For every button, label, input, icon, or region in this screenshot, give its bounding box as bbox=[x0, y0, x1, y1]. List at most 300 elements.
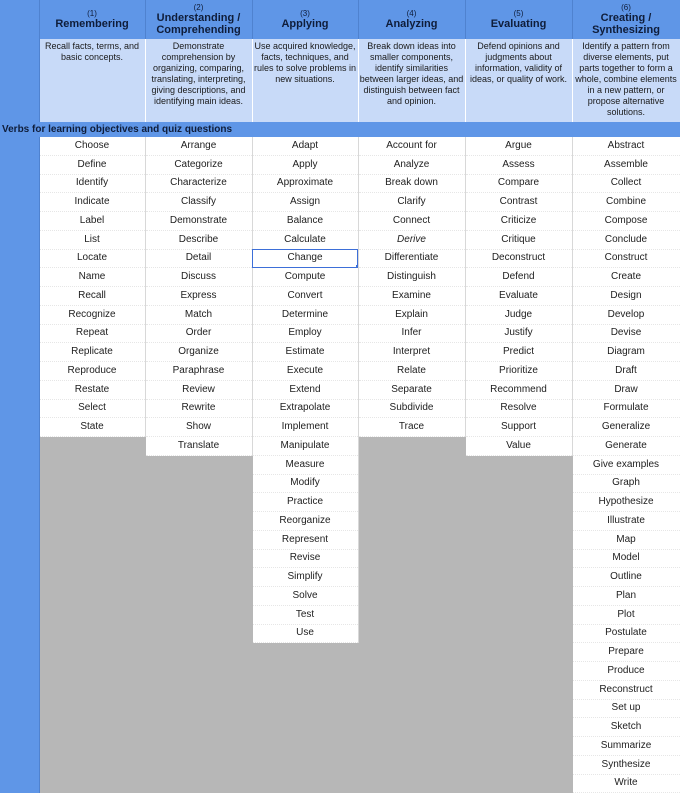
verb-cell[interactable] bbox=[358, 174, 465, 193]
verb-row bbox=[0, 418, 680, 437]
verb-cell[interactable] bbox=[465, 324, 572, 343]
verb-text: Separate bbox=[391, 383, 432, 395]
verb-text: Set up bbox=[611, 702, 641, 714]
verb-cell[interactable] bbox=[572, 155, 680, 174]
row-gutter bbox=[0, 287, 39, 306]
row-gutter bbox=[0, 512, 39, 531]
empty-cell bbox=[145, 455, 252, 474]
verb-cell[interactable] bbox=[572, 643, 680, 662]
column-title: Creating / Synthesizing bbox=[592, 12, 660, 36]
selected-verb-cell[interactable] bbox=[252, 249, 358, 268]
verb-cell[interactable] bbox=[145, 174, 252, 193]
verb-cell[interactable] bbox=[465, 437, 572, 456]
verb-cell[interactable] bbox=[572, 455, 680, 474]
verb-cell[interactable] bbox=[358, 343, 465, 362]
empty-cell bbox=[358, 587, 465, 606]
empty-cell bbox=[145, 718, 252, 737]
verb-cell[interactable] bbox=[145, 193, 252, 212]
verb-text: Execute bbox=[286, 364, 324, 376]
verb-cell[interactable] bbox=[572, 587, 680, 606]
verb-row bbox=[0, 699, 680, 718]
column-description-4[interactable]: Break down ideas into smaller components, identify similarities between larger ideas, and distinguish between fact and opinion. bbox=[358, 39, 465, 122]
verb-text: Derive bbox=[397, 233, 426, 245]
verb-cell[interactable] bbox=[572, 230, 680, 249]
verb-text: Collect bbox=[610, 177, 642, 189]
verb-cell[interactable] bbox=[39, 174, 145, 193]
empty-cell bbox=[358, 530, 465, 549]
verb-row bbox=[0, 512, 680, 531]
header-row bbox=[0, 0, 680, 39]
verb-cell[interactable] bbox=[252, 324, 358, 343]
empty-cell bbox=[358, 474, 465, 493]
column-description-6[interactable]: Identify a pattern from diverse elements, put parts together to form a whole, combine elements in a new pattern, or propose alternative solutions. bbox=[572, 39, 680, 122]
verb-text: Calculate bbox=[284, 233, 326, 245]
verb-cell[interactable] bbox=[252, 212, 358, 231]
verb-cell[interactable] bbox=[358, 305, 465, 324]
verb-row bbox=[0, 212, 680, 231]
verb-cell[interactable] bbox=[572, 174, 680, 193]
verb-cell[interactable] bbox=[145, 362, 252, 381]
verb-text: Map bbox=[616, 533, 636, 545]
verb-cell[interactable] bbox=[465, 137, 572, 155]
empty-cell bbox=[465, 549, 572, 568]
verb-cell[interactable] bbox=[572, 380, 680, 399]
verb-row bbox=[0, 155, 680, 174]
verb-row bbox=[0, 174, 680, 193]
section-row bbox=[0, 122, 680, 137]
verb-row bbox=[0, 362, 680, 381]
verb-text: Indicate bbox=[74, 196, 110, 208]
verb-text: Differentiate bbox=[384, 252, 439, 264]
row-gutter bbox=[0, 0, 39, 39]
verb-cell[interactable] bbox=[572, 624, 680, 643]
verb-cell[interactable] bbox=[572, 568, 680, 587]
verb-text: Practice bbox=[286, 496, 324, 508]
row-gutter bbox=[0, 774, 39, 793]
row-gutter bbox=[0, 39, 39, 122]
verb-cell[interactable] bbox=[572, 474, 680, 493]
column-title: Evaluating bbox=[490, 18, 547, 30]
column-title: Applying bbox=[281, 18, 329, 30]
verb-text: Extrapolate bbox=[279, 402, 331, 414]
row-gutter bbox=[0, 605, 39, 624]
verb-cell[interactable] bbox=[39, 212, 145, 231]
verb-text: Order bbox=[185, 327, 212, 339]
empty-cell bbox=[145, 568, 252, 587]
verb-cell[interactable] bbox=[465, 212, 572, 231]
row-gutter bbox=[0, 493, 39, 512]
verb-cell[interactable] bbox=[572, 493, 680, 512]
verb-cell[interactable] bbox=[572, 193, 680, 212]
verb-cell[interactable] bbox=[39, 137, 145, 155]
verb-cell[interactable] bbox=[465, 287, 572, 306]
verb-cell[interactable] bbox=[145, 399, 252, 418]
row-gutter bbox=[0, 699, 39, 718]
verb-cell[interactable] bbox=[572, 737, 680, 756]
verb-text: Prepare bbox=[608, 646, 644, 658]
empty-cell bbox=[465, 680, 572, 699]
verb-text: Trace bbox=[398, 421, 425, 433]
verb-cell[interactable] bbox=[145, 418, 252, 437]
verb-cell[interactable] bbox=[572, 362, 680, 381]
verb-cell[interactable] bbox=[465, 305, 572, 324]
verb-row bbox=[0, 324, 680, 343]
empty-cell bbox=[39, 680, 145, 699]
verb-cell[interactable] bbox=[145, 380, 252, 399]
verb-cell[interactable] bbox=[252, 455, 358, 474]
empty-cell bbox=[465, 774, 572, 793]
verb-cell[interactable] bbox=[252, 230, 358, 249]
verb-text: Generate bbox=[605, 439, 647, 451]
empty-cell bbox=[252, 643, 358, 662]
empty-cell bbox=[465, 624, 572, 643]
verb-text: Criticize bbox=[500, 214, 537, 226]
empty-cell bbox=[145, 643, 252, 662]
column-header-2[interactable] bbox=[145, 0, 252, 39]
verb-text: Test bbox=[295, 608, 315, 620]
verb-text: Manipulate bbox=[280, 439, 330, 451]
verb-cell[interactable] bbox=[39, 343, 145, 362]
verb-row bbox=[0, 624, 680, 643]
verb-text: Implement bbox=[281, 421, 329, 433]
empty-cell bbox=[358, 455, 465, 474]
column-header-6[interactable] bbox=[572, 0, 680, 39]
verb-cell[interactable] bbox=[572, 137, 680, 155]
verb-cell[interactable] bbox=[252, 362, 358, 381]
verb-text: Characterize bbox=[170, 177, 227, 189]
verb-cell[interactable] bbox=[572, 662, 680, 681]
verb-cell[interactable] bbox=[572, 718, 680, 737]
verb-cell[interactable] bbox=[358, 399, 465, 418]
verb-cell[interactable] bbox=[252, 418, 358, 437]
verb-text: Use bbox=[296, 627, 314, 639]
verb-text: Review bbox=[182, 383, 215, 395]
verb-text: Combine bbox=[605, 196, 647, 208]
verb-cell[interactable] bbox=[358, 249, 465, 268]
verb-cell[interactable] bbox=[465, 155, 572, 174]
verb-cell[interactable] bbox=[252, 174, 358, 193]
row-gutter bbox=[0, 230, 39, 249]
row-gutter bbox=[0, 680, 39, 699]
verb-cell[interactable] bbox=[358, 287, 465, 306]
empty-cell bbox=[252, 662, 358, 681]
verb-text: Determine bbox=[281, 308, 329, 320]
row-gutter bbox=[0, 268, 39, 287]
row-gutter bbox=[0, 530, 39, 549]
verb-cell[interactable] bbox=[252, 605, 358, 624]
empty-cell bbox=[145, 737, 252, 756]
verb-text: Contrast bbox=[499, 196, 538, 208]
selection-handle[interactable] bbox=[356, 265, 359, 268]
verb-cell[interactable] bbox=[252, 624, 358, 643]
verb-row bbox=[0, 230, 680, 249]
verb-text: Discuss bbox=[180, 271, 216, 283]
verb-cell[interactable] bbox=[145, 212, 252, 231]
verb-cell[interactable] bbox=[358, 362, 465, 381]
verb-text: Model bbox=[612, 552, 640, 564]
empty-cell bbox=[39, 662, 145, 681]
verb-cell[interactable] bbox=[252, 380, 358, 399]
verb-cell[interactable] bbox=[572, 680, 680, 699]
verb-cell[interactable] bbox=[572, 268, 680, 287]
verb-text: Subdivide bbox=[389, 402, 434, 414]
verb-cell[interactable] bbox=[145, 287, 252, 306]
verb-cell[interactable] bbox=[465, 174, 572, 193]
column-header-5[interactable] bbox=[465, 0, 572, 39]
section-label[interactable]: Verbs for learning objectives and quiz questions bbox=[0, 122, 680, 137]
empty-cell bbox=[39, 530, 145, 549]
empty-cell bbox=[145, 474, 252, 493]
verb-cell[interactable] bbox=[252, 512, 358, 531]
verb-row bbox=[0, 662, 680, 681]
column-description-1[interactable]: Recall facts, terms, and basic concepts. bbox=[39, 39, 145, 122]
verb-text: Translate bbox=[177, 439, 220, 451]
verb-cell[interactable] bbox=[145, 249, 252, 268]
verb-cell[interactable] bbox=[252, 474, 358, 493]
verb-cell[interactable] bbox=[358, 380, 465, 399]
verb-cell[interactable] bbox=[465, 193, 572, 212]
verb-cell[interactable] bbox=[572, 512, 680, 531]
empty-cell bbox=[465, 455, 572, 474]
empty-cell bbox=[39, 493, 145, 512]
verb-text: Draw bbox=[614, 383, 638, 395]
verb-cell[interactable] bbox=[572, 774, 680, 793]
verb-text: Support bbox=[500, 421, 537, 433]
verb-text: Write bbox=[614, 777, 638, 789]
verb-cell[interactable] bbox=[572, 418, 680, 437]
verb-cell[interactable] bbox=[145, 437, 252, 456]
verb-text: Prioritize bbox=[499, 364, 538, 376]
column-description-2[interactable]: Demonstrate comprehension by organizing, comparing, translating, interpreting, giving descriptions, and identifying main ideas. bbox=[145, 39, 252, 122]
verb-cell[interactable] bbox=[358, 212, 465, 231]
verb-text: Solve bbox=[292, 589, 318, 601]
row-gutter bbox=[0, 362, 39, 381]
empty-cell bbox=[39, 699, 145, 718]
verb-cell[interactable] bbox=[465, 343, 572, 362]
verb-cell[interactable] bbox=[252, 305, 358, 324]
verb-text: Outline bbox=[610, 571, 642, 583]
verb-cell[interactable] bbox=[39, 418, 145, 437]
verb-cell[interactable] bbox=[145, 155, 252, 174]
verb-cell[interactable] bbox=[465, 399, 572, 418]
verb-cell[interactable] bbox=[572, 549, 680, 568]
verb-cell[interactable] bbox=[252, 493, 358, 512]
empty-cell bbox=[358, 568, 465, 587]
column-description-5[interactable]: Defend opinions and judgments about information, validity of ideas, or quality of work. bbox=[465, 39, 572, 122]
verb-cell[interactable] bbox=[358, 324, 465, 343]
empty-cell bbox=[358, 680, 465, 699]
verb-cell[interactable] bbox=[572, 212, 680, 231]
verb-cell[interactable] bbox=[465, 418, 572, 437]
verb-cell[interactable] bbox=[145, 343, 252, 362]
verb-cell[interactable] bbox=[252, 343, 358, 362]
verb-text: Demonstrate bbox=[169, 214, 228, 226]
verb-text: Plan bbox=[615, 589, 636, 601]
verb-cell[interactable] bbox=[465, 380, 572, 399]
verb-text: Account for bbox=[386, 139, 437, 151]
empty-cell bbox=[145, 605, 252, 624]
empty-cell bbox=[252, 680, 358, 699]
empty-cell bbox=[465, 568, 572, 587]
verb-cell[interactable] bbox=[572, 324, 680, 343]
verb-cell[interactable] bbox=[39, 287, 145, 306]
verb-cell[interactable] bbox=[572, 249, 680, 268]
verb-cell[interactable] bbox=[465, 362, 572, 381]
verb-row bbox=[0, 774, 680, 793]
verb-cell[interactable] bbox=[39, 324, 145, 343]
empty-cell bbox=[465, 605, 572, 624]
empty-cell bbox=[465, 587, 572, 606]
column-title: Understanding / Comprehending bbox=[156, 12, 241, 36]
verb-cell[interactable] bbox=[145, 305, 252, 324]
verb-text: Judge bbox=[504, 308, 533, 320]
verb-text: Distinguish bbox=[387, 271, 436, 283]
verb-cell[interactable] bbox=[145, 230, 252, 249]
verb-text: Relate bbox=[397, 364, 426, 376]
verb-cell[interactable] bbox=[465, 230, 572, 249]
verb-cell[interactable] bbox=[39, 380, 145, 399]
empty-cell bbox=[358, 755, 465, 774]
verb-text: Infer bbox=[401, 327, 422, 339]
verb-cell[interactable] bbox=[358, 137, 465, 155]
verb-text: Describe bbox=[178, 233, 219, 245]
empty-cell bbox=[252, 755, 358, 774]
empty-cell bbox=[252, 737, 358, 756]
verb-row bbox=[0, 287, 680, 306]
verb-text: Formulate bbox=[603, 402, 649, 414]
verb-cell[interactable] bbox=[252, 137, 358, 155]
empty-cell bbox=[39, 774, 145, 793]
verb-row bbox=[0, 474, 680, 493]
verb-row bbox=[0, 343, 680, 362]
verb-row bbox=[0, 137, 680, 155]
verb-cell[interactable] bbox=[39, 268, 145, 287]
empty-cell bbox=[145, 699, 252, 718]
verb-cell[interactable] bbox=[252, 549, 358, 568]
row-gutter bbox=[0, 399, 39, 418]
verb-cell[interactable] bbox=[358, 155, 465, 174]
verb-text: Illustrate bbox=[607, 514, 645, 526]
verb-cell[interactable] bbox=[39, 230, 145, 249]
verb-cell[interactable] bbox=[252, 568, 358, 587]
verb-text: Compose bbox=[604, 214, 648, 226]
empty-cell bbox=[358, 437, 465, 456]
verb-cell[interactable] bbox=[252, 193, 358, 212]
verb-text: Represent bbox=[281, 533, 329, 545]
verb-cell[interactable] bbox=[252, 155, 358, 174]
verb-text: Restate bbox=[74, 383, 110, 395]
verb-row bbox=[0, 718, 680, 737]
column-title: Analyzing bbox=[385, 18, 438, 30]
column-number: (2) bbox=[193, 3, 204, 12]
empty-cell bbox=[358, 605, 465, 624]
verb-cell[interactable] bbox=[465, 268, 572, 287]
empty-cell bbox=[465, 755, 572, 774]
verb-text: Assemble bbox=[604, 158, 648, 170]
verb-cell[interactable] bbox=[39, 362, 145, 381]
column-number: (6) bbox=[621, 3, 631, 12]
verb-row bbox=[0, 305, 680, 324]
verb-cell[interactable] bbox=[572, 399, 680, 418]
verb-text: Estimate bbox=[285, 346, 325, 358]
verb-text: Give examples bbox=[592, 458, 660, 470]
verb-row bbox=[0, 755, 680, 774]
verb-text: Abstract bbox=[607, 139, 645, 151]
verb-cell[interactable] bbox=[39, 155, 145, 174]
verb-cell[interactable] bbox=[572, 437, 680, 456]
verb-cell[interactable] bbox=[252, 587, 358, 606]
verb-cell[interactable] bbox=[572, 305, 680, 324]
verb-text: Modify bbox=[290, 477, 320, 489]
verb-cell[interactable] bbox=[252, 287, 358, 306]
verb-cell[interactable] bbox=[145, 137, 252, 155]
empty-cell bbox=[465, 662, 572, 681]
verb-cell[interactable] bbox=[252, 268, 358, 287]
verb-cell[interactable] bbox=[572, 605, 680, 624]
empty-cell bbox=[145, 587, 252, 606]
verb-cell[interactable] bbox=[572, 287, 680, 306]
verb-text: Draft bbox=[615, 364, 637, 376]
verb-text: Devise bbox=[610, 327, 642, 339]
verb-cell[interactable] bbox=[252, 437, 358, 456]
verb-text: Recommend bbox=[490, 383, 547, 395]
verb-cell[interactable] bbox=[572, 530, 680, 549]
verb-cell[interactable] bbox=[252, 530, 358, 549]
verb-cell[interactable] bbox=[145, 324, 252, 343]
verb-cell[interactable] bbox=[252, 399, 358, 418]
row-gutter bbox=[0, 324, 39, 343]
column-header-1[interactable] bbox=[39, 0, 145, 39]
verb-cell[interactable] bbox=[39, 305, 145, 324]
empty-cell bbox=[465, 493, 572, 512]
empty-cell bbox=[465, 718, 572, 737]
row-gutter bbox=[0, 305, 39, 324]
verb-cell[interactable] bbox=[572, 699, 680, 718]
verb-text: Synthesize bbox=[601, 758, 651, 770]
verb-cell[interactable] bbox=[465, 249, 572, 268]
verb-cell[interactable] bbox=[358, 193, 465, 212]
verb-text: Choose bbox=[74, 139, 110, 151]
verb-text: Clarify bbox=[397, 196, 426, 208]
verb-cell[interactable] bbox=[358, 418, 465, 437]
verb-cell[interactable] bbox=[145, 268, 252, 287]
verb-cell[interactable] bbox=[572, 755, 680, 774]
verb-text: Diagram bbox=[607, 346, 645, 358]
empty-cell bbox=[358, 643, 465, 662]
verb-cell[interactable] bbox=[358, 268, 465, 287]
column-title: Remembering bbox=[55, 18, 129, 30]
verb-row bbox=[0, 268, 680, 287]
verb-cell[interactable] bbox=[39, 399, 145, 418]
verb-cell[interactable] bbox=[358, 230, 465, 249]
verb-row bbox=[0, 549, 680, 568]
column-description-3[interactable]: Use acquired knowledge, facts, techniques, and rules to solve problems in new situations. bbox=[252, 39, 358, 122]
verb-text: Reproduce bbox=[67, 364, 117, 376]
row-gutter bbox=[0, 643, 39, 662]
verb-text: Argue bbox=[505, 139, 532, 151]
verb-cell[interactable] bbox=[39, 249, 145, 268]
verb-text: Convert bbox=[287, 289, 323, 301]
row-gutter bbox=[0, 455, 39, 474]
verb-text: Compare bbox=[497, 177, 540, 189]
verb-cell[interactable] bbox=[572, 343, 680, 362]
column-header-3[interactable] bbox=[252, 0, 358, 39]
empty-cell bbox=[358, 512, 465, 531]
column-number: (3) bbox=[300, 9, 310, 18]
verb-cell[interactable] bbox=[39, 193, 145, 212]
empty-cell bbox=[39, 587, 145, 606]
column-header-4[interactable] bbox=[358, 0, 465, 39]
